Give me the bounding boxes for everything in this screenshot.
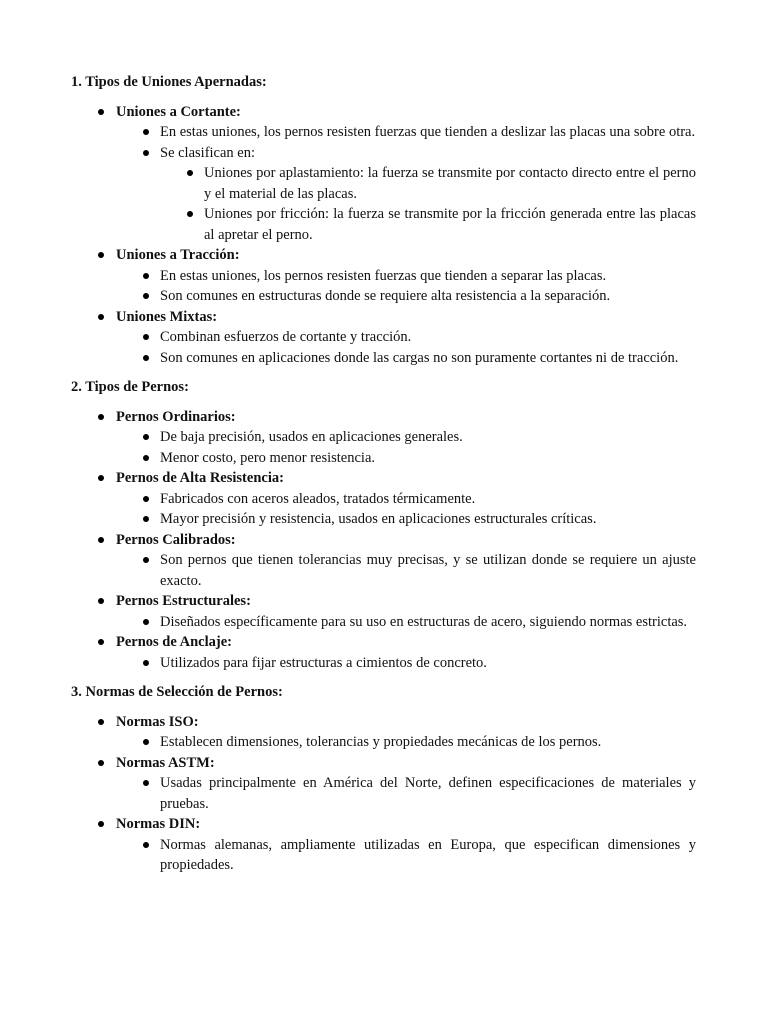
sub-item bbox=[116, 835, 696, 876]
sub-item-text: Normas alemanas, ampliamente utilizadas en Europa, que especifican dimensiones y propiedades. bbox=[160, 836, 696, 873]
bullet-icon bbox=[98, 719, 104, 725]
bullet-icon bbox=[98, 475, 104, 481]
sub-list bbox=[116, 835, 696, 876]
item-heading: Pernos Calibrados: bbox=[116, 531, 236, 548]
sub-item-text: Fabricados con aceros aleados, tratados térmicamente. bbox=[160, 490, 476, 507]
sub-item bbox=[116, 550, 696, 591]
sub-item bbox=[116, 773, 696, 814]
list-item bbox=[71, 407, 696, 469]
list-item bbox=[71, 307, 696, 369]
sub-item-text: Son comunes en estructuras donde se requiere alta resistencia a la separación. bbox=[160, 288, 611, 304]
bullet-icon bbox=[187, 211, 193, 217]
list-item bbox=[71, 632, 696, 673]
item-heading: Uniones a Cortante: bbox=[116, 103, 241, 120]
sub-list bbox=[116, 489, 696, 530]
bullet-icon bbox=[143, 660, 149, 666]
sub-list bbox=[116, 122, 696, 245]
sub-sub-item bbox=[160, 204, 696, 245]
sub-item bbox=[116, 489, 696, 510]
sub-list bbox=[116, 327, 696, 368]
sub-item-text: De baja precisión, usados en aplicaciones generales. bbox=[160, 429, 463, 445]
sub-sub-item-text: Uniones por aplastamiento: la fuerza se transmite por contacto directo entre el perno y el material de las placas. bbox=[204, 165, 696, 202]
bullet-icon bbox=[98, 252, 104, 258]
bullet-icon bbox=[143, 496, 149, 502]
list-item bbox=[71, 245, 696, 307]
bullet-icon bbox=[98, 760, 104, 766]
sub-item bbox=[116, 266, 696, 287]
sub-item bbox=[116, 327, 696, 348]
item-heading: Pernos de Anclaje: bbox=[116, 634, 232, 650]
sub-item bbox=[116, 286, 696, 307]
section-title: 1. Tipos de Uniones Apernadas: bbox=[71, 74, 267, 90]
list-item bbox=[71, 814, 696, 876]
section-title: 2. Tipos de Pernos: bbox=[71, 379, 189, 395]
bullet-list bbox=[71, 102, 696, 369]
document-body bbox=[71, 72, 696, 885]
sub-list bbox=[116, 427, 696, 468]
sub-sub-item-text: Uniones por fricción: la fuerza se transmite por la fricción generada entre las placas al apretar el perno. bbox=[204, 206, 696, 243]
sub-item bbox=[116, 612, 696, 633]
bullet-icon bbox=[143, 516, 149, 522]
sub-item-text: Utilizados para fijar estructuras a cimientos de concreto. bbox=[160, 654, 487, 671]
bullet-icon bbox=[143, 619, 149, 625]
sub-item bbox=[116, 509, 696, 530]
bullet-icon bbox=[143, 150, 149, 156]
sub-item-text: Usadas principalmente en América del Norte, definen especificaciones de materiales y pruebas. bbox=[160, 775, 696, 812]
bullet-icon bbox=[143, 355, 149, 361]
bullet-icon bbox=[143, 842, 149, 848]
list-item bbox=[71, 591, 696, 632]
item-heading: Normas ASTM: bbox=[116, 754, 215, 771]
bullet-icon bbox=[143, 129, 149, 135]
sub-item-text: Se clasifican en: bbox=[160, 144, 256, 161]
bullet-icon bbox=[98, 109, 104, 115]
sub-item-text: Diseñados específicamente para su uso en estructuras de acero, siguiendo normas estrictas. bbox=[160, 613, 688, 630]
bullet-list bbox=[71, 712, 696, 876]
bullet-icon bbox=[98, 314, 104, 320]
item-heading: Pernos de Alta Resistencia: bbox=[116, 470, 284, 486]
item-heading: Normas ISO: bbox=[116, 713, 199, 730]
sub-item bbox=[116, 732, 696, 753]
sub-item-text: Menor costo, pero menor resistencia. bbox=[160, 449, 376, 466]
list-item bbox=[71, 468, 696, 530]
sub-item bbox=[116, 122, 696, 143]
sub-item bbox=[116, 653, 696, 674]
sub-list bbox=[116, 550, 696, 591]
bullet-icon bbox=[143, 434, 149, 440]
sub-item-text: Son comunes en aplicaciones donde las cargas no son puramente cortantes ni de tracción. bbox=[160, 349, 679, 366]
sub-item bbox=[116, 348, 696, 369]
sub-item bbox=[116, 143, 696, 246]
sub-item-text: En estas uniones, los pernos resisten fuerzas que tienden a deslizar las placas una sobre otra. bbox=[160, 124, 696, 140]
sub-list bbox=[116, 773, 696, 814]
sub-item bbox=[116, 448, 696, 469]
sub-list bbox=[116, 612, 696, 633]
sub-item-text: Mayor precisión y resistencia, usados en aplicaciones estructurales críticas. bbox=[160, 511, 597, 527]
section-title: 3. Normas de Selección de Pernos: bbox=[71, 684, 283, 700]
item-heading: Normas DIN: bbox=[116, 816, 201, 832]
bullet-icon bbox=[143, 334, 149, 340]
sub-list bbox=[116, 732, 696, 753]
list-item bbox=[71, 530, 696, 592]
bullet-icon bbox=[98, 537, 104, 543]
bullet-icon bbox=[98, 598, 104, 604]
bullet-icon bbox=[143, 273, 149, 279]
sub-sub-list bbox=[160, 163, 696, 245]
sub-sub-item bbox=[160, 163, 696, 204]
sub-list bbox=[116, 266, 696, 307]
item-heading: Pernos Ordinarios: bbox=[116, 408, 236, 425]
item-heading: Uniones a Tracción: bbox=[116, 247, 240, 263]
sub-item-text: Establecen dimensiones, tolerancias y propiedades mecánicas de los pernos. bbox=[160, 734, 602, 750]
item-heading: Uniones Mixtas: bbox=[116, 308, 218, 325]
bullet-icon bbox=[98, 414, 104, 420]
bullet-icon bbox=[143, 293, 149, 299]
bullet-icon bbox=[143, 780, 149, 786]
list-item bbox=[71, 753, 696, 815]
sub-item-text: Combinan esfuerzos de cortante y tracción. bbox=[160, 329, 412, 345]
list-item bbox=[71, 712, 696, 753]
sub-item-text: En estas uniones, los pernos resisten fuerzas que tienden a separar las placas. bbox=[160, 267, 607, 284]
bullet-list bbox=[71, 407, 696, 674]
sub-list bbox=[116, 653, 696, 674]
bullet-icon bbox=[187, 170, 193, 176]
sub-item bbox=[116, 427, 696, 448]
bullet-icon bbox=[98, 639, 104, 645]
list-item bbox=[71, 102, 696, 246]
sub-item-text: Son pernos que tienen tolerancias muy precisas, y se utilizan donde se requiere un ajuste exacto. bbox=[160, 552, 696, 589]
bullet-icon bbox=[143, 739, 149, 745]
bullet-icon bbox=[143, 455, 149, 461]
bullet-icon bbox=[143, 557, 149, 563]
item-heading: Pernos Estructurales: bbox=[116, 593, 251, 609]
bullet-icon bbox=[98, 821, 104, 827]
